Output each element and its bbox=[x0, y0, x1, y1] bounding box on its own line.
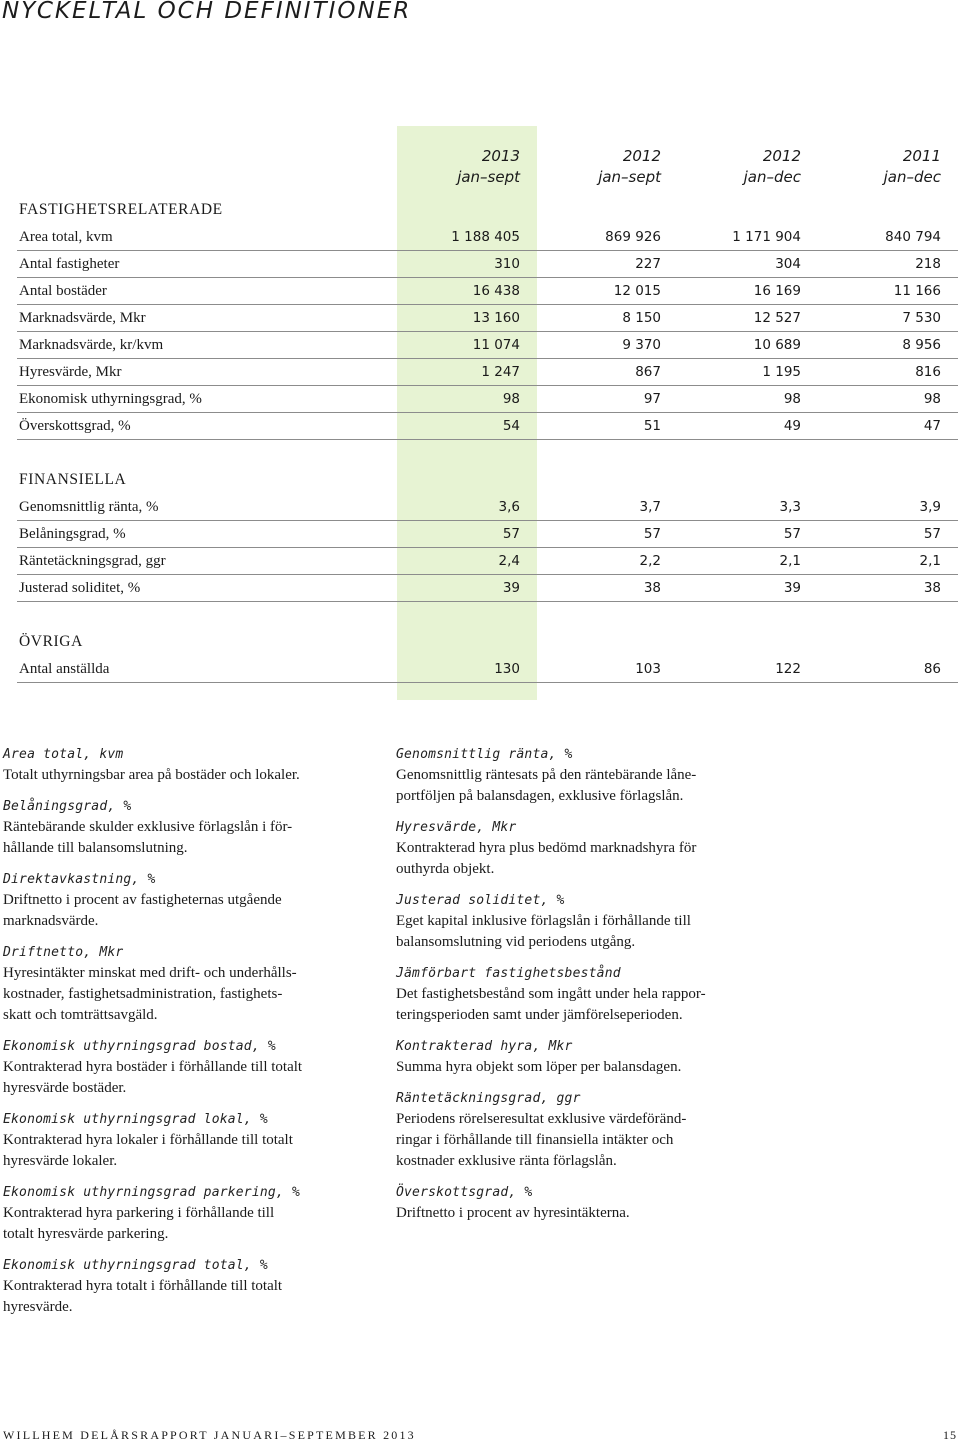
row-label: Antal fastigheter bbox=[19, 256, 120, 272]
page-title: NYCKELTAL OCH DEFINITIONER bbox=[2, 0, 412, 24]
row-value: 49 bbox=[783, 418, 801, 434]
definition-line: Räntebärande skulder exklusive förlagslån i för- bbox=[3, 819, 293, 835]
definition-line: Det fastighetsbestånd som ingått under hela rappor- bbox=[396, 986, 706, 1002]
row-value: 57 bbox=[923, 526, 941, 542]
row-value: 130 bbox=[494, 661, 520, 677]
row-value: 840 794 bbox=[885, 229, 941, 245]
row-value: 39 bbox=[502, 580, 520, 596]
row-value: 2,4 bbox=[498, 553, 520, 569]
definition-item bbox=[3, 869, 383, 932]
row-value: 1 188 405 bbox=[451, 229, 520, 245]
column-year: 2012 bbox=[762, 147, 801, 165]
row-value: 304 bbox=[775, 256, 801, 272]
row-label: Marknadsvärde, Mkr bbox=[19, 310, 146, 326]
definition-item bbox=[396, 744, 776, 807]
definition-line: Hyresintäkter minskat med drift- och underhålls- bbox=[3, 965, 297, 981]
definition-line: Kontrakterad hyra bostäder i förhållande till totalt bbox=[3, 1059, 303, 1075]
column-header bbox=[598, 146, 661, 188]
table-row bbox=[17, 278, 958, 305]
row-label: Överskottsgrad, % bbox=[19, 418, 131, 434]
definition-line: Totalt uthyrningsbar area på bostäder och lokaler. bbox=[3, 767, 300, 783]
table-row bbox=[17, 494, 958, 521]
definition-term: Räntetäckningsgrad, ggr bbox=[396, 1091, 581, 1106]
row-value: 12 527 bbox=[753, 310, 801, 326]
column-header bbox=[884, 146, 941, 188]
row-value: 816 bbox=[915, 364, 941, 380]
table-row bbox=[17, 224, 958, 251]
definition-line: Summa hyra objekt som löper per balansdagen. bbox=[396, 1059, 682, 1075]
definition-term: Direktavkastning, % bbox=[3, 872, 156, 887]
row-label: Justerad soliditet, % bbox=[19, 580, 141, 596]
row-value: 10 689 bbox=[753, 337, 801, 353]
row-value: 869 926 bbox=[605, 229, 661, 245]
footer-report-title: WILLHEM DELÅRSRAPPORT JANUARI–SEPTEMBER 2013 bbox=[3, 1428, 416, 1442]
definition-item bbox=[396, 963, 776, 1026]
table-row bbox=[17, 413, 958, 440]
definition-line: Driftnetto i procent av fastigheternas utgående bbox=[3, 892, 282, 908]
row-value: 11 074 bbox=[472, 337, 520, 353]
table-row bbox=[17, 386, 958, 413]
definition-item bbox=[3, 1109, 383, 1172]
column-period: jan–dec bbox=[883, 168, 941, 186]
row-label: Marknadsvärde, kr/kvm bbox=[19, 337, 164, 353]
row-value: 867 bbox=[635, 364, 661, 380]
row-value: 2,1 bbox=[779, 553, 801, 569]
definition-line: marknadsvärde. bbox=[3, 913, 99, 929]
row-value: 2,1 bbox=[919, 553, 941, 569]
page-number: 15 bbox=[943, 1428, 957, 1442]
table-row bbox=[17, 305, 958, 332]
section-title-fastighetsrelaterade: FASTIGHETSRELATERADE bbox=[19, 201, 223, 218]
row-value: 103 bbox=[635, 661, 661, 677]
definitions-right bbox=[396, 744, 776, 1234]
column-year: 2013 bbox=[481, 147, 520, 165]
row-value: 57 bbox=[643, 526, 661, 542]
row-value: 57 bbox=[502, 526, 520, 542]
column-period: jan–sept bbox=[457, 168, 520, 186]
column-year: 2011 bbox=[902, 147, 941, 165]
row-value: 54 bbox=[502, 418, 520, 434]
definition-line: totalt hyresvärde parkering. bbox=[3, 1226, 169, 1242]
row-value: 98 bbox=[502, 391, 520, 407]
definition-term: Kontrakterad hyra, Mkr bbox=[396, 1039, 573, 1054]
column-header bbox=[457, 146, 520, 188]
row-value: 86 bbox=[923, 661, 941, 677]
definition-line: Periodens rörelseresultat exklusive värdeföränd- bbox=[396, 1111, 687, 1127]
table-row bbox=[17, 359, 958, 386]
row-value: 98 bbox=[783, 391, 801, 407]
table-row bbox=[17, 656, 958, 683]
row-value: 38 bbox=[643, 580, 661, 596]
column-year: 2012 bbox=[622, 147, 661, 165]
table-row bbox=[17, 251, 958, 278]
row-value: 7 530 bbox=[902, 310, 941, 326]
definition-line: portföljen på balansdagen, exklusive förlagslån. bbox=[396, 788, 684, 804]
definition-item bbox=[3, 744, 383, 786]
row-label: Hyresvärde, Mkr bbox=[19, 364, 122, 380]
definition-item bbox=[3, 1182, 383, 1245]
row-value: 310 bbox=[494, 256, 520, 272]
definition-term: Area total, kvm bbox=[3, 747, 124, 762]
definition-line: Kontrakterad hyra totalt i förhållande till totalt bbox=[3, 1278, 283, 1294]
definition-term: Ekonomisk uthyrningsgrad lokal, % bbox=[3, 1112, 268, 1127]
row-value: 1 195 bbox=[762, 364, 801, 380]
row-label: Ekonomisk uthyrningsgrad, % bbox=[19, 391, 202, 407]
row-value: 11 166 bbox=[893, 283, 941, 299]
row-label: Antal anställda bbox=[19, 661, 110, 677]
section-title-finansiella: FINANSIELLA bbox=[19, 471, 127, 488]
row-label: Belåningsgrad, % bbox=[19, 526, 126, 542]
definition-line: balansomslutning vid periodens utgång. bbox=[396, 934, 636, 950]
definition-term: Ekonomisk uthyrningsgrad bostad, % bbox=[3, 1039, 276, 1054]
row-value: 1 247 bbox=[481, 364, 520, 380]
definition-term: Belåningsgrad, % bbox=[3, 799, 132, 814]
definition-line: Kontrakterad hyra lokaler i förhållande till totalt bbox=[3, 1132, 293, 1148]
definition-line: hyresvärde lokaler. bbox=[3, 1153, 118, 1169]
row-value: 47 bbox=[923, 418, 941, 434]
row-value: 57 bbox=[783, 526, 801, 542]
definition-line: skatt och tomträttsavgäld. bbox=[3, 1007, 158, 1023]
definition-term: Överskottsgrad, % bbox=[396, 1185, 533, 1200]
row-value: 1 171 904 bbox=[732, 229, 801, 245]
row-label: Räntetäckningsgrad, ggr bbox=[19, 553, 166, 569]
definition-term: Driftnetto, Mkr bbox=[3, 945, 124, 960]
definition-item bbox=[3, 942, 383, 1026]
column-period: jan–dec bbox=[743, 168, 801, 186]
table-row bbox=[17, 575, 958, 602]
definition-item bbox=[3, 796, 383, 859]
row-value: 3,9 bbox=[919, 499, 941, 515]
row-value: 218 bbox=[915, 256, 941, 272]
column-period: jan–sept bbox=[598, 168, 661, 186]
definition-item bbox=[3, 1036, 383, 1099]
section-title-ovriga: ÖVRIGA bbox=[19, 633, 83, 650]
definition-line: ringar i förhållande till finansiella intäkter och bbox=[396, 1132, 674, 1148]
definition-item bbox=[396, 1182, 776, 1224]
row-value: 12 015 bbox=[613, 283, 661, 299]
definitions-left bbox=[3, 744, 383, 1328]
row-value: 13 160 bbox=[472, 310, 520, 326]
definition-item bbox=[396, 890, 776, 953]
definition-line: Kontrakterad hyra plus bedömd marknadshyra för bbox=[396, 840, 697, 856]
column-header bbox=[744, 146, 801, 188]
row-value: 51 bbox=[643, 418, 661, 434]
definition-line: kostnader exklusive ränta förlagslån. bbox=[396, 1153, 617, 1169]
row-value: 8 150 bbox=[622, 310, 661, 326]
definition-term: Ekonomisk uthyrningsgrad total, % bbox=[3, 1258, 268, 1273]
row-value: 3,7 bbox=[639, 499, 661, 515]
row-value: 16 438 bbox=[472, 283, 520, 299]
table-row bbox=[17, 332, 958, 359]
row-value: 2,2 bbox=[639, 553, 661, 569]
definition-term: Justerad soliditet, % bbox=[396, 893, 565, 908]
row-value: 227 bbox=[635, 256, 661, 272]
definition-line: Genomsnittlig räntesats på den räntebärande låne- bbox=[396, 767, 697, 783]
definition-term: Hyresvärde, Mkr bbox=[396, 820, 517, 835]
row-label: Antal bostäder bbox=[19, 283, 107, 299]
table-row bbox=[17, 548, 958, 575]
definition-line: Driftnetto i procent av hyresintäkterna. bbox=[396, 1205, 630, 1221]
definition-item bbox=[396, 817, 776, 880]
table-row bbox=[17, 521, 958, 548]
definition-term: Jämförbart fastighetsbestånd bbox=[396, 966, 621, 981]
row-label: Genomsnittlig ränta, % bbox=[19, 499, 159, 515]
definition-line: hållande till balansomslutning. bbox=[3, 840, 188, 856]
definition-line: teringsperioden samt under jämförelseperioden. bbox=[396, 1007, 683, 1023]
row-value: 97 bbox=[643, 391, 661, 407]
definition-line: Eget kapital inklusive förlagslån i förhållande till bbox=[396, 913, 691, 929]
definition-item bbox=[396, 1036, 776, 1078]
row-label: Area total, kvm bbox=[19, 229, 113, 245]
row-value: 98 bbox=[923, 391, 941, 407]
row-value: 16 169 bbox=[753, 283, 801, 299]
definition-item bbox=[3, 1255, 383, 1318]
definition-item bbox=[396, 1088, 776, 1172]
row-value: 39 bbox=[783, 580, 801, 596]
row-value: 3,3 bbox=[779, 499, 801, 515]
row-value: 8 956 bbox=[902, 337, 941, 353]
row-value: 122 bbox=[775, 661, 801, 677]
definition-line: hyresvärde. bbox=[3, 1299, 73, 1315]
definition-line: kostnader, fastighetsadministration, fastighets- bbox=[3, 986, 283, 1002]
definition-term: Genomsnittlig ränta, % bbox=[396, 747, 573, 762]
definition-term: Ekonomisk uthyrningsgrad parkering, % bbox=[3, 1185, 300, 1200]
definition-line: Kontrakterad hyra parkering i förhållande till bbox=[3, 1205, 275, 1221]
row-value: 9 370 bbox=[622, 337, 661, 353]
row-value: 38 bbox=[923, 580, 941, 596]
definition-line: hyresvärde bostäder. bbox=[3, 1080, 127, 1096]
row-value: 3,6 bbox=[498, 499, 520, 515]
definition-line: outhyrda objekt. bbox=[396, 861, 495, 877]
